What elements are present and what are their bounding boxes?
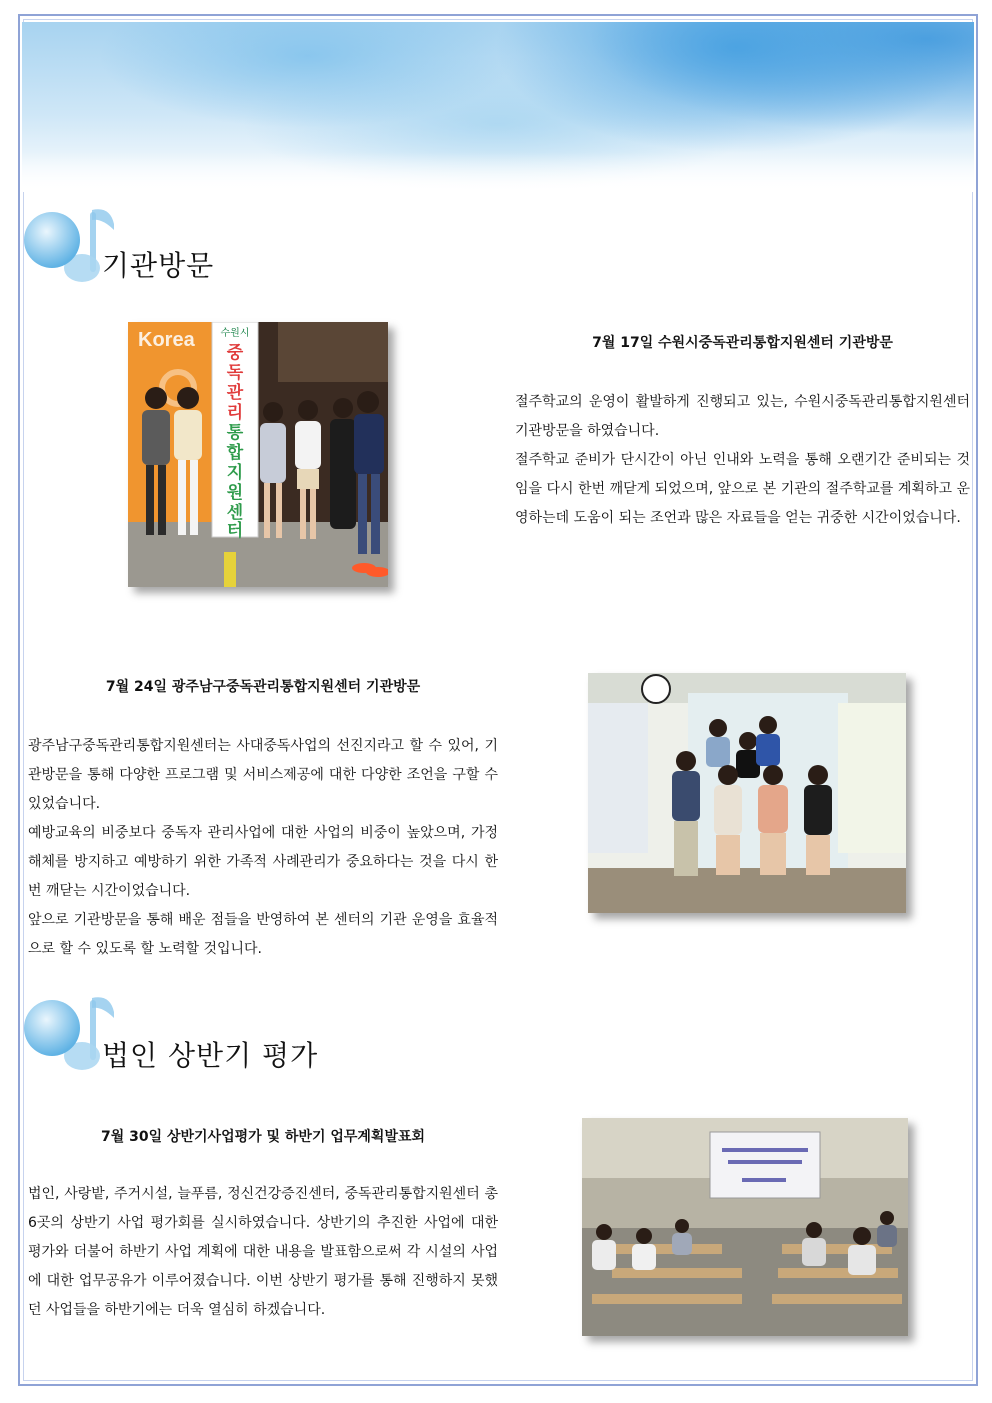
- article-photo: [582, 1118, 908, 1336]
- article-body: 광주남구중독관리통합지원센터는 사대중독사업의 선진지라고 할 수 있어, 기관방문을 통해 다양한 프로그램 및 서비스제공에 대한 다양한 조언을 구할 수 있었습니다. 예방교육의 비중보다 중독자 관리사업에 대한 사업의 비중이 높았으며, 가정해체를 방지하고 예방하기 위한 가족적 사례관리가 중요하다는 것을 다시 한번 깨닫는 시간이었습니다. 앞으로 기관방문을 통해 배운 점들을 반영하여 본 센터의 기관 운영을 효율적으로 할 수 있도록 할 노력할 것입니다.: [28, 738, 498, 957]
- clock-icon: [642, 675, 670, 703]
- sign-top-text: 수원시: [220, 328, 250, 339]
- svg-text:지: 지: [226, 463, 244, 483]
- sign-vertical-text: [226, 343, 244, 541]
- wall-sign-text: Korea: [138, 329, 195, 351]
- article-heading: 7월 30일 상반기사업평가 및 하반기 업무계획발표회: [100, 1129, 426, 1145]
- article-body: 법인, 사랑밭, 주거시설, 늘푸름, 정신건강증진센터, 중독관리통합지원센터 총 6곳의 상반기 사업 평가회를 실시하였습니다. 상반기의 추진한 사업에 대한 평가와 더불어 하반기 사업 계획에 대한 내용을 발표함으로써 각 시설의 사업에 대한 업무공유가 이루어졌습니다. 이번 상반기 평가를 통해 진행하지 못했던 사업들을 하반기에는 더욱 열심히 하겠습니다.: [28, 1186, 498, 1318]
- svg-text:통: 통: [226, 423, 244, 443]
- section-title: 법인 상반기 평가: [102, 1039, 319, 1072]
- article-photo: [128, 322, 388, 587]
- svg-text:센: 센: [226, 503, 244, 523]
- article-heading: 7월 24일 광주남구중독관리통합지원센터 기관방문: [105, 679, 421, 695]
- svg-text:합: 합: [226, 443, 244, 463]
- section-title: 기관방문: [102, 249, 215, 282]
- svg-text:관: 관: [226, 383, 244, 403]
- header-banner: [22, 22, 974, 192]
- svg-text:원: 원: [226, 483, 244, 503]
- article-heading: 7월 17일 수원시중독관리통합지원센터 기관방문: [592, 335, 893, 351]
- svg-text:리: 리: [226, 403, 244, 423]
- svg-text:중: 중: [226, 343, 244, 363]
- article-body: 절주학교의 운영이 활발하게 진행되고 있는, 수원시중독관리통합지원센터 기관방문을 하였습니다. 절주학교 준비가 단시간이 아닌 인내와 노력을 통해 오랜기간 준비되는 것임을 다시 한번 깨닫게 되었으며, 앞으로 본 기관의 절주학교를 계획하고 운영하는데 도움이 되는 조언과 많은 자료들을 얻는 귀중한 시간이었습니다.: [515, 394, 970, 526]
- svg-text:독: 독: [226, 363, 244, 383]
- svg-text:터: 터: [226, 521, 244, 541]
- article-photo: [588, 673, 906, 913]
